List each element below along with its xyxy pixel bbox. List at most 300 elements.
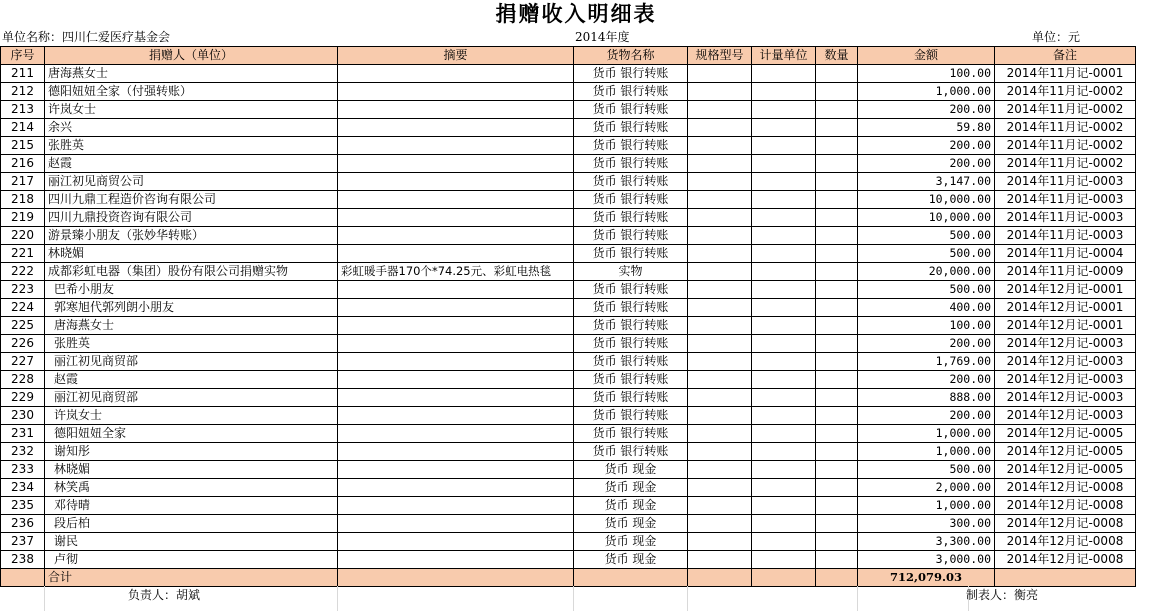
cell-goods[interactable]: 货币 银行转账 xyxy=(574,353,688,371)
cell-measure[interactable] xyxy=(752,299,816,317)
cell-measure[interactable] xyxy=(752,191,816,209)
cell-note[interactable]: 2014年12月记-0001 xyxy=(995,317,1136,335)
cell-measure[interactable] xyxy=(752,281,816,299)
cell-goods[interactable]: 货币 银行转账 xyxy=(574,83,688,101)
cell-donor[interactable]: 余兴 xyxy=(45,119,338,137)
cell-measure[interactable] xyxy=(752,155,816,173)
cell-summary[interactable] xyxy=(338,551,574,569)
cell-goods[interactable]: 货币 银行转账 xyxy=(574,371,688,389)
cell-summary[interactable] xyxy=(338,443,574,461)
cell-donor[interactable]: 赵霞 xyxy=(45,155,338,173)
cell-measure[interactable] xyxy=(752,533,816,551)
cell-seq[interactable]: 224 xyxy=(1,299,45,317)
cell-seq[interactable]: 220 xyxy=(1,227,45,245)
cell-goods[interactable]: 货币 现金 xyxy=(574,461,688,479)
cell-qty[interactable] xyxy=(816,335,858,353)
cell-goods[interactable]: 货币 银行转账 xyxy=(574,155,688,173)
grid-line xyxy=(44,586,45,611)
table-row xyxy=(1,371,1136,389)
table-row xyxy=(1,209,1136,227)
cell-donor[interactable]: 德阳妞妞全家（付强转账） xyxy=(45,83,338,101)
cell-note[interactable]: 2014年11月记-0003 xyxy=(995,209,1136,227)
cell-seq[interactable]: 233 xyxy=(1,461,45,479)
cell-goods[interactable]: 货币 银行转账 xyxy=(574,245,688,263)
cell-goods[interactable]: 货币 银行转账 xyxy=(574,173,688,191)
cell-donor[interactable]: 张胜英 xyxy=(45,137,338,155)
cell-spec[interactable] xyxy=(688,155,752,173)
cell-spec[interactable] xyxy=(688,263,752,281)
col-header-amount[interactable]: 金额 xyxy=(858,47,995,65)
cell-measure[interactable] xyxy=(752,353,816,371)
cell-note[interactable]: 2014年12月记-0003 xyxy=(995,407,1136,425)
cell-seq[interactable]: 214 xyxy=(1,119,45,137)
cell-seq[interactable]: 235 xyxy=(1,497,45,515)
cell-donor[interactable]: 丽江初见商贸部 xyxy=(45,389,338,407)
table-row xyxy=(1,353,1136,371)
cell-measure[interactable] xyxy=(752,515,816,533)
table-row xyxy=(1,119,1136,137)
cell-spec[interactable] xyxy=(688,533,752,551)
cell-amount[interactable]: 1,000.00 xyxy=(858,443,995,461)
cell-amount[interactable]: 3,300.00 xyxy=(858,533,995,551)
cell-measure[interactable] xyxy=(752,119,816,137)
cell-goods[interactable]: 货币 现金 xyxy=(574,551,688,569)
table-row xyxy=(1,497,1136,515)
cell-summary[interactable] xyxy=(338,227,574,245)
cell-donor[interactable]: 张胜英 xyxy=(45,335,338,353)
cell-qty[interactable] xyxy=(816,101,858,119)
cell-measure[interactable] xyxy=(752,209,816,227)
cell-goods[interactable]: 实物 xyxy=(574,263,688,281)
total-label[interactable]: 合计 xyxy=(45,569,338,587)
cell-donor[interactable]: 谢民 xyxy=(45,533,338,551)
col-header-qty[interactable]: 数量 xyxy=(816,47,858,65)
cell-spec[interactable] xyxy=(688,101,752,119)
cell-note[interactable]: 2014年11月记-0002 xyxy=(995,155,1136,173)
cell-summary[interactable] xyxy=(338,371,574,389)
cell-amount[interactable]: 10,000.00 xyxy=(858,191,995,209)
table-row xyxy=(1,407,1136,425)
cell-note[interactable]: 2014年12月记-0008 xyxy=(995,551,1136,569)
total-spec-cell[interactable] xyxy=(688,569,752,587)
cell-note[interactable]: 2014年11月记-0004 xyxy=(995,245,1136,263)
cell-note[interactable]: 2014年11月记-0003 xyxy=(995,191,1136,209)
cell-spec[interactable] xyxy=(688,83,752,101)
cell-donor[interactable]: 林笑禹 xyxy=(45,479,338,497)
cell-amount[interactable]: 1,000.00 xyxy=(858,425,995,443)
cell-measure[interactable] xyxy=(752,389,816,407)
cell-spec[interactable] xyxy=(688,497,752,515)
cell-qty[interactable] xyxy=(816,461,858,479)
cell-note[interactable]: 2014年12月记-0003 xyxy=(995,389,1136,407)
cell-amount[interactable]: 100.00 xyxy=(858,65,995,83)
cell-goods[interactable]: 货币 银行转账 xyxy=(574,101,688,119)
cell-summary[interactable] xyxy=(338,281,574,299)
cell-amount[interactable]: 300.00 xyxy=(858,515,995,533)
cell-donor[interactable]: 成都彩虹电器（集团）股份有限公司捐赠实物 xyxy=(45,263,338,281)
cell-seq[interactable]: 223 xyxy=(1,281,45,299)
cell-amount[interactable]: 200.00 xyxy=(858,407,995,425)
table-row xyxy=(1,443,1136,461)
cell-measure[interactable] xyxy=(752,461,816,479)
cell-seq[interactable]: 229 xyxy=(1,389,45,407)
cell-summary[interactable] xyxy=(338,191,574,209)
cell-seq[interactable]: 218 xyxy=(1,191,45,209)
cell-summary[interactable] xyxy=(338,317,574,335)
cell-measure[interactable] xyxy=(752,425,816,443)
cell-summary[interactable] xyxy=(338,533,574,551)
cell-seq[interactable]: 237 xyxy=(1,533,45,551)
cell-goods[interactable]: 货币 银行转账 xyxy=(574,281,688,299)
cell-spec[interactable] xyxy=(688,479,752,497)
cell-qty[interactable] xyxy=(816,551,858,569)
cell-measure[interactable] xyxy=(752,317,816,335)
cell-spec[interactable] xyxy=(688,65,752,83)
cell-seq[interactable]: 231 xyxy=(1,425,45,443)
cell-note[interactable]: 2014年12月记-0003 xyxy=(995,335,1136,353)
cell-spec[interactable] xyxy=(688,281,752,299)
cell-amount[interactable]: 500.00 xyxy=(858,227,995,245)
cell-summary[interactable] xyxy=(338,389,574,407)
cell-amount[interactable]: 200.00 xyxy=(858,155,995,173)
cell-donor[interactable]: 段后柏 xyxy=(45,515,338,533)
cell-measure[interactable] xyxy=(752,173,816,191)
cell-qty[interactable] xyxy=(816,155,858,173)
cell-goods[interactable]: 货币 银行转账 xyxy=(574,65,688,83)
cell-note[interactable]: 2014年12月记-0005 xyxy=(995,461,1136,479)
table-row xyxy=(1,191,1136,209)
cell-spec[interactable] xyxy=(688,317,752,335)
cell-qty[interactable] xyxy=(816,299,858,317)
cell-spec[interactable] xyxy=(688,407,752,425)
cell-seq[interactable]: 216 xyxy=(1,155,45,173)
cell-summary[interactable] xyxy=(338,101,574,119)
donation-table xyxy=(0,46,1136,587)
cell-qty[interactable] xyxy=(816,371,858,389)
cell-measure[interactable] xyxy=(752,263,816,281)
table-row xyxy=(1,137,1136,155)
cell-measure[interactable] xyxy=(752,245,816,263)
cell-note[interactable]: 2014年11月记-0003 xyxy=(995,173,1136,191)
cell-spec[interactable] xyxy=(688,209,752,227)
cell-summary[interactable] xyxy=(338,155,574,173)
preparer: 制表人：衡亮 xyxy=(966,588,1039,602)
cell-amount[interactable]: 2,000.00 xyxy=(858,479,995,497)
page-title: 捐赠收入明细表 xyxy=(495,1,657,26)
cell-summary[interactable] xyxy=(338,299,574,317)
col-header-donor[interactable]: 捐赠人（单位） xyxy=(45,47,338,65)
cell-goods[interactable]: 货币 银行转账 xyxy=(574,191,688,209)
cell-goods[interactable]: 货币 银行转账 xyxy=(574,119,688,137)
cell-seq[interactable]: 213 xyxy=(1,101,45,119)
cell-donor[interactable]: 许岚女士 xyxy=(45,407,338,425)
cell-seq[interactable]: 228 xyxy=(1,371,45,389)
total-seq-cell[interactable] xyxy=(1,569,45,587)
cell-measure[interactable] xyxy=(752,335,816,353)
cell-goods[interactable]: 货币 银行转账 xyxy=(574,209,688,227)
table-body xyxy=(1,65,1136,569)
cell-qty[interactable] xyxy=(816,281,858,299)
total-qty-cell[interactable] xyxy=(816,569,858,587)
cell-spec[interactable] xyxy=(688,353,752,371)
col-header-goods[interactable]: 货物名称 xyxy=(574,47,688,65)
cell-donor[interactable]: 林晓媚 xyxy=(45,245,338,263)
cell-seq[interactable]: 234 xyxy=(1,479,45,497)
cell-summary[interactable] xyxy=(338,461,574,479)
cell-donor[interactable]: 邓待晴 xyxy=(45,497,338,515)
cell-qty[interactable] xyxy=(816,245,858,263)
cell-measure[interactable] xyxy=(752,443,816,461)
cell-measure[interactable] xyxy=(752,371,816,389)
cell-goods[interactable]: 货币 现金 xyxy=(574,515,688,533)
cell-goods[interactable]: 货币 现金 xyxy=(574,497,688,515)
cell-note[interactable]: 2014年12月记-0005 xyxy=(995,443,1136,461)
col-header-summary[interactable]: 摘要 xyxy=(338,47,574,65)
table-row xyxy=(1,281,1136,299)
cell-note[interactable]: 2014年12月记-0005 xyxy=(995,425,1136,443)
cell-amount[interactable]: 20,000.00 xyxy=(858,263,995,281)
cell-note[interactable]: 2014年12月记-0008 xyxy=(995,497,1136,515)
cell-donor[interactable]: 唐海燕女士 xyxy=(45,317,338,335)
cell-seq[interactable]: 232 xyxy=(1,443,45,461)
cell-summary[interactable] xyxy=(338,425,574,443)
cell-donor[interactable]: 谢知彤 xyxy=(45,443,338,461)
cell-note[interactable]: 2014年12月记-0001 xyxy=(995,299,1136,317)
cell-amount[interactable]: 500.00 xyxy=(858,281,995,299)
table-row xyxy=(1,461,1136,479)
cell-qty[interactable] xyxy=(816,443,858,461)
cell-summary[interactable] xyxy=(338,515,574,533)
cell-qty[interactable] xyxy=(816,191,858,209)
cell-summary[interactable] xyxy=(338,497,574,515)
cell-amount[interactable]: 3,147.00 xyxy=(858,173,995,191)
cell-qty[interactable] xyxy=(816,83,858,101)
cell-spec[interactable] xyxy=(688,227,752,245)
cell-donor[interactable]: 卢彻 xyxy=(45,551,338,569)
cell-goods[interactable]: 货币 现金 xyxy=(574,533,688,551)
cell-donor[interactable]: 唐海燕女士 xyxy=(45,65,338,83)
cell-qty[interactable] xyxy=(816,425,858,443)
cell-summary[interactable] xyxy=(338,209,574,227)
cell-seq[interactable]: 222 xyxy=(1,263,45,281)
cell-goods[interactable]: 货币 银行转账 xyxy=(574,389,688,407)
cell-seq[interactable]: 211 xyxy=(1,65,45,83)
cell-qty[interactable] xyxy=(816,173,858,191)
cell-note[interactable]: 2014年11月记-0003 xyxy=(995,227,1136,245)
cell-summary[interactable] xyxy=(338,83,574,101)
cell-spec[interactable] xyxy=(688,119,752,137)
cell-spec[interactable] xyxy=(688,443,752,461)
cell-note[interactable]: 2014年12月记-0008 xyxy=(995,479,1136,497)
cell-spec[interactable] xyxy=(688,245,752,263)
cell-seq[interactable]: 212 xyxy=(1,83,45,101)
table-row xyxy=(1,551,1136,569)
cell-spec[interactable] xyxy=(688,389,752,407)
cell-summary[interactable] xyxy=(338,137,574,155)
table-row xyxy=(1,155,1136,173)
cell-goods[interactable]: 货币 银行转账 xyxy=(574,227,688,245)
cell-spec[interactable] xyxy=(688,137,752,155)
cell-amount[interactable]: 500.00 xyxy=(858,245,995,263)
cell-note[interactable]: 2014年11月记-0002 xyxy=(995,83,1136,101)
cell-goods[interactable]: 货币 银行转账 xyxy=(574,425,688,443)
cell-seq[interactable]: 227 xyxy=(1,353,45,371)
table-row xyxy=(1,83,1136,101)
cell-note[interactable]: 2014年12月记-0003 xyxy=(995,353,1136,371)
cell-qty[interactable] xyxy=(816,479,858,497)
cell-qty[interactable] xyxy=(816,263,858,281)
table-row xyxy=(1,515,1136,533)
cell-note[interactable]: 2014年11月记-0002 xyxy=(995,137,1136,155)
cell-donor[interactable]: 丽江初见商贸公司 xyxy=(45,173,338,191)
cell-donor[interactable]: 游景臻小朋友（张妙华转账） xyxy=(45,227,338,245)
cell-goods[interactable]: 货币 银行转账 xyxy=(574,335,688,353)
total-note-cell[interactable] xyxy=(995,569,1136,587)
cell-donor[interactable]: 林晓媚 xyxy=(45,461,338,479)
cell-amount[interactable]: 200.00 xyxy=(858,371,995,389)
cell-spec[interactable] xyxy=(688,335,752,353)
cell-seq[interactable]: 236 xyxy=(1,515,45,533)
cell-measure[interactable] xyxy=(752,497,816,515)
cell-spec[interactable] xyxy=(688,551,752,569)
cell-summary[interactable]: 彩虹暖手器170个*74.25元、彩虹电热毯 xyxy=(338,263,574,281)
cell-qty[interactable] xyxy=(816,515,858,533)
cell-spec[interactable] xyxy=(688,515,752,533)
cell-note[interactable]: 2014年11月记-0002 xyxy=(995,101,1136,119)
table-row xyxy=(1,389,1136,407)
cell-summary[interactable] xyxy=(338,173,574,191)
cell-measure[interactable] xyxy=(752,101,816,119)
cell-spec[interactable] xyxy=(688,173,752,191)
cell-seq[interactable]: 226 xyxy=(1,335,45,353)
cell-spec[interactable] xyxy=(688,461,752,479)
cell-seq[interactable]: 221 xyxy=(1,245,45,263)
cell-amount[interactable]: 200.00 xyxy=(858,137,995,155)
total-summary-cell[interactable] xyxy=(338,569,574,587)
cell-qty[interactable] xyxy=(816,227,858,245)
col-header-seq[interactable]: 序号 xyxy=(1,47,45,65)
cell-donor[interactable]: 德阳妞妞全家 xyxy=(45,425,338,443)
cell-measure[interactable] xyxy=(752,407,816,425)
cell-amount[interactable]: 3,000.00 xyxy=(858,551,995,569)
cell-goods[interactable]: 货币 银行转账 xyxy=(574,407,688,425)
cell-summary[interactable] xyxy=(338,353,574,371)
cell-summary[interactable] xyxy=(338,479,574,497)
cell-amount[interactable]: 1,000.00 xyxy=(858,497,995,515)
grid-line xyxy=(857,586,858,611)
cell-qty[interactable] xyxy=(816,353,858,371)
cell-goods[interactable]: 货币 银行转账 xyxy=(574,299,688,317)
cell-measure[interactable] xyxy=(752,83,816,101)
cell-summary[interactable] xyxy=(338,407,574,425)
cell-donor[interactable]: 四川九鼎投资咨询有限公司 xyxy=(45,209,338,227)
cell-qty[interactable] xyxy=(816,317,858,335)
cell-qty[interactable] xyxy=(816,389,858,407)
cell-note[interactable]: 2014年12月记-0008 xyxy=(995,515,1136,533)
cell-seq[interactable]: 215 xyxy=(1,137,45,155)
cell-qty[interactable] xyxy=(816,137,858,155)
cell-amount[interactable]: 10,000.00 xyxy=(858,209,995,227)
table-row xyxy=(1,101,1136,119)
cell-summary[interactable] xyxy=(338,119,574,137)
cell-spec[interactable] xyxy=(688,299,752,317)
total-goods-cell[interactable] xyxy=(574,569,688,587)
cell-donor[interactable]: 郭寒旭代郭列朗小朋友 xyxy=(45,299,338,317)
responsible-person: 负责人：胡斌 xyxy=(128,588,201,602)
grid-line xyxy=(337,586,338,611)
cell-spec[interactable] xyxy=(688,425,752,443)
table-row xyxy=(1,335,1136,353)
cell-goods[interactable]: 货币 银行转账 xyxy=(574,137,688,155)
cell-qty[interactable] xyxy=(816,65,858,83)
col-header-note[interactable]: 备注 xyxy=(995,47,1136,65)
cell-note[interactable]: 2014年11月记-0002 xyxy=(995,119,1136,137)
cell-amount[interactable]: 500.00 xyxy=(858,461,995,479)
cell-summary[interactable] xyxy=(338,65,574,83)
cell-amount[interactable]: 400.00 xyxy=(858,299,995,317)
cell-amount[interactable]: 100.00 xyxy=(858,317,995,335)
total-measure-cell[interactable] xyxy=(752,569,816,587)
year-label: 2014年度 xyxy=(575,30,630,44)
cell-qty[interactable] xyxy=(816,119,858,137)
cell-summary[interactable] xyxy=(338,245,574,263)
cell-note[interactable]: 2014年12月记-0001 xyxy=(995,281,1136,299)
cell-amount[interactable]: 1,000.00 xyxy=(858,83,995,101)
cell-goods[interactable]: 货币 银行转账 xyxy=(574,443,688,461)
cell-amount[interactable]: 200.00 xyxy=(858,335,995,353)
cell-seq[interactable]: 238 xyxy=(1,551,45,569)
cell-amount[interactable]: 200.00 xyxy=(858,101,995,119)
cell-measure[interactable] xyxy=(752,137,816,155)
cell-qty[interactable] xyxy=(816,533,858,551)
col-header-spec[interactable]: 规格型号 xyxy=(688,47,752,65)
cell-summary[interactable] xyxy=(338,335,574,353)
col-header-measure[interactable]: 计量单位 xyxy=(752,47,816,65)
cell-seq[interactable]: 230 xyxy=(1,407,45,425)
cell-note[interactable]: 2014年12月记-0003 xyxy=(995,371,1136,389)
cell-qty[interactable] xyxy=(816,497,858,515)
grid-line xyxy=(573,586,574,611)
cell-qty[interactable] xyxy=(816,209,858,227)
cell-donor[interactable]: 赵霞 xyxy=(45,371,338,389)
cell-goods[interactable]: 货币 现金 xyxy=(574,479,688,497)
cell-note[interactable]: 2014年11月记-0009 xyxy=(995,263,1136,281)
cell-note[interactable]: 2014年11月记-0001 xyxy=(995,65,1136,83)
cell-amount[interactable]: 1,769.00 xyxy=(858,353,995,371)
cell-seq[interactable]: 225 xyxy=(1,317,45,335)
cell-qty[interactable] xyxy=(816,407,858,425)
cell-measure[interactable] xyxy=(752,551,816,569)
cell-seq[interactable]: 219 xyxy=(1,209,45,227)
cell-amount[interactable]: 59.80 xyxy=(858,119,995,137)
table-row xyxy=(1,173,1136,191)
cell-note[interactable]: 2014年12月记-0008 xyxy=(995,533,1136,551)
cell-seq[interactable]: 217 xyxy=(1,173,45,191)
cell-goods[interactable]: 货币 银行转账 xyxy=(574,317,688,335)
cell-spec[interactable] xyxy=(688,371,752,389)
cell-measure[interactable] xyxy=(752,479,816,497)
cell-donor[interactable]: 四川九鼎工程造价咨询有限公司 xyxy=(45,191,338,209)
cell-amount[interactable]: 888.00 xyxy=(858,389,995,407)
cell-measure[interactable] xyxy=(752,227,816,245)
cell-spec[interactable] xyxy=(688,191,752,209)
total-amount[interactable]: 712,079.03 xyxy=(858,569,995,587)
cell-donor[interactable]: 许岚女士 xyxy=(45,101,338,119)
cell-measure[interactable] xyxy=(752,65,816,83)
table-row xyxy=(1,263,1136,281)
cell-donor[interactable]: 丽江初见商贸部 xyxy=(45,353,338,371)
cell-donor[interactable]: 巴希小朋友 xyxy=(45,281,338,299)
